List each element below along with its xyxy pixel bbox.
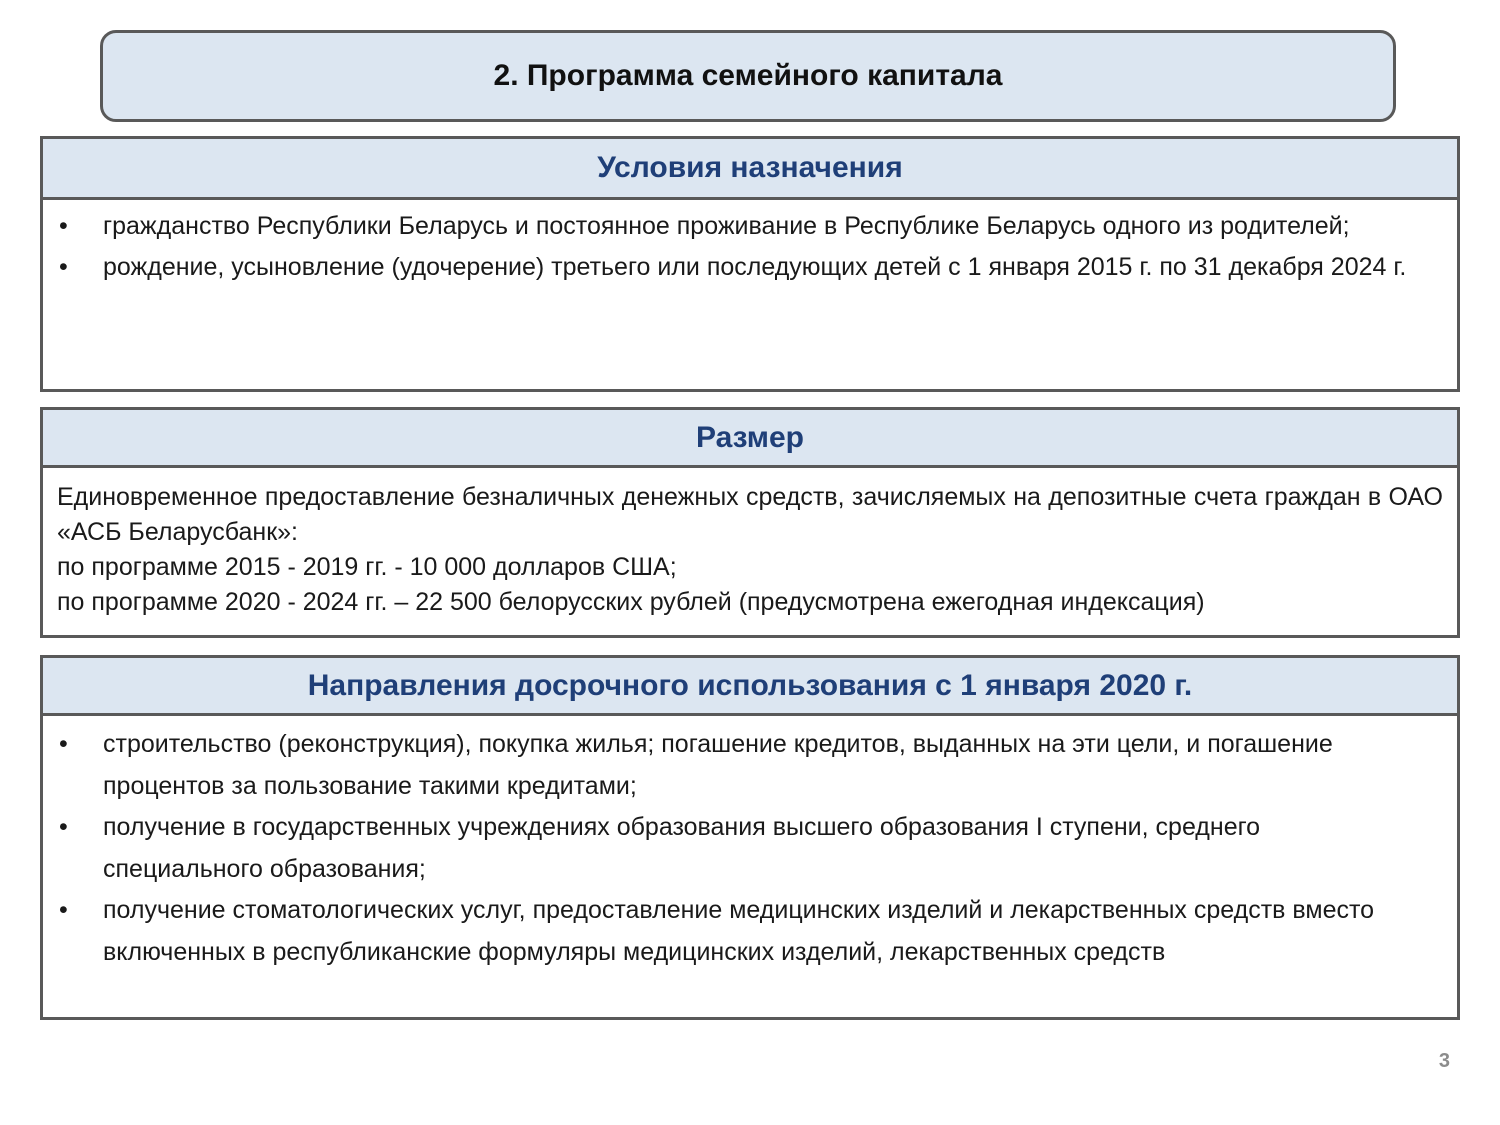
size-body xyxy=(43,468,1457,620)
list-item: • получение стоматологических услуг, предоставление медицинских изделий и лекарственных средств вместо включенных в республиканские формуляры медицинских изделий, лекарственных средств xyxy=(43,890,1417,973)
slide-title: 2. Программа семейного капитала xyxy=(100,30,1396,122)
uses-list xyxy=(43,724,1417,973)
page-number: 3 xyxy=(1438,1050,1450,1072)
uses-header: Направления досрочного использования с 1 января 2020 г. xyxy=(43,658,1457,716)
size-header: Размер xyxy=(43,410,1457,468)
size-line-2020: по программе 2020 - 2024 гг. – 22 500 белорусских рублей (предусмотрена ежегодная индексация) xyxy=(57,588,1205,616)
size-line-2015: по программе 2015 - 2019 гг. - 10 000 долларов США; xyxy=(57,553,677,581)
size-intro-text: Единовременное предоставление безналичных денежных средств, зачисляемых на депозитные счета граждан в ОАО «АСБ Беларусбанк»: xyxy=(57,483,1443,546)
uses-section xyxy=(40,655,1460,1020)
uses-body xyxy=(43,716,1457,973)
list-item: • получение в государственных учреждениях образования высшего образования I ступени, среднего специального образования; xyxy=(43,807,1417,890)
conditions-section xyxy=(40,136,1460,392)
size-section xyxy=(40,407,1460,638)
list-item: • гражданство Республики Беларусь и постоянное проживание в Республике Беларусь одного из родителей; xyxy=(43,206,1417,247)
conditions-body xyxy=(43,200,1457,288)
conditions-header: Условия назначения xyxy=(43,139,1457,200)
conditions-list xyxy=(43,206,1417,288)
list-item: • рождение, усыновление (удочерение) третьего или последующих детей с 1 января 2015 г. по 31 декабря 2024 г. xyxy=(43,247,1417,288)
list-item: • строительство (реконструкция), покупка жилья; погашение кредитов, выданных на эти цели, и погашение процентов за пользование такими кредитами; xyxy=(43,724,1417,807)
